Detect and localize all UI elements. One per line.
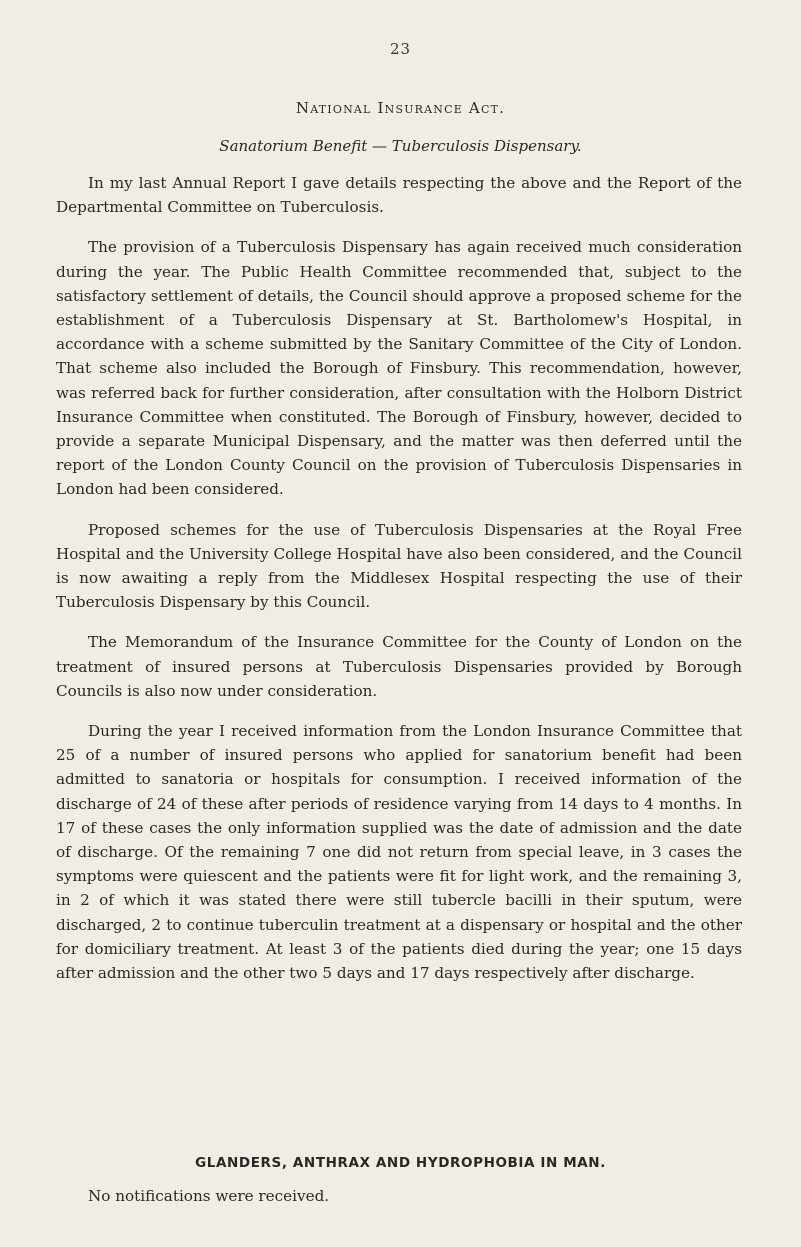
page-subtitle: Sanatorium Benefit — Tuberculosis Dispensary. (219, 137, 582, 155)
paragraph-3: Proposed schemes for the use of Tuberculosis Dispensaries at the Royal Free Hospital and the University College Hospital have also been considered, and the Council is now awaiting a reply from the Middlesex Hospital respecting the use of their Tuberculosis Dispensary by this Council. (56, 520, 742, 612)
paragraph-1: In my last Annual Report I gave details respecting the above and the Report of the Departmental Committee on Tuberculosis. (56, 174, 742, 217)
paragraph-2: The provision of a Tuberculosis Dispensary has again received much consideration during the year. The Public Health Committee recommended that, subject to the satisfactory settlement of details, the Council should approve a proposed scheme for the establishment of a Tuberculosis Dispensary at St. Bartholomew's Hospital, in accordance with a scheme submitted by the Sanitary Committee of the City of London. That scheme also included the Borough of Finsbury. This recommendation, however, was referred back for further consideration, after consultation with the Holborn District Insurance Committee when constituted. The Borough of Finsbury, however, decided to provide a separate Municipal Dispensary, and the matter was then deferred until the report of the London County Council on the provision of Tuberculosis Dispensaries in London had been considered. (56, 238, 742, 499)
paragraph-5: During the year I received information from the London Insurance Committee that 25 of a number of insured persons who applied for sanatorium benefit had been admitted to sanatoria or hospitals for consumption. I received information of the discharge of 24 of these after periods of residence varying from 14 days to 4 months. In 17 of these cases the only information supplied was the date of admission and the date of discharge. Of the remaining 7 one did not return from special leave, in 3 cases the symptoms were quiescent and the patients were fit for light work, and the remaining 3, in 2 of which it was stated there were still tubercle bacilli in their sputum, were discharged, 2 to continue tuberculin treatment at a dispensary or hospital and the other for domiciliary treatment. At least 3 of the patients died during the year; one 15 days after admission and the other two 5 days and 17 days respectively after discharge. (56, 722, 742, 983)
section-text: No notifications were received. (88, 1187, 330, 1205)
paragraph-4: The Memorandum of the Insurance Committee for the County of London on the treatment of insured persons at Tuberculosis Dispensaries provided by Borough Councils is also now under consideration. (56, 633, 742, 700)
section-heading: GLANDERS, ANTHRAX AND HYDROPHOBIA IN MAN. (195, 1155, 606, 1171)
page-title: National Insurance Act. (295, 99, 506, 117)
body-text (56, 171, 742, 1001)
page-number: 23 (389, 40, 412, 58)
